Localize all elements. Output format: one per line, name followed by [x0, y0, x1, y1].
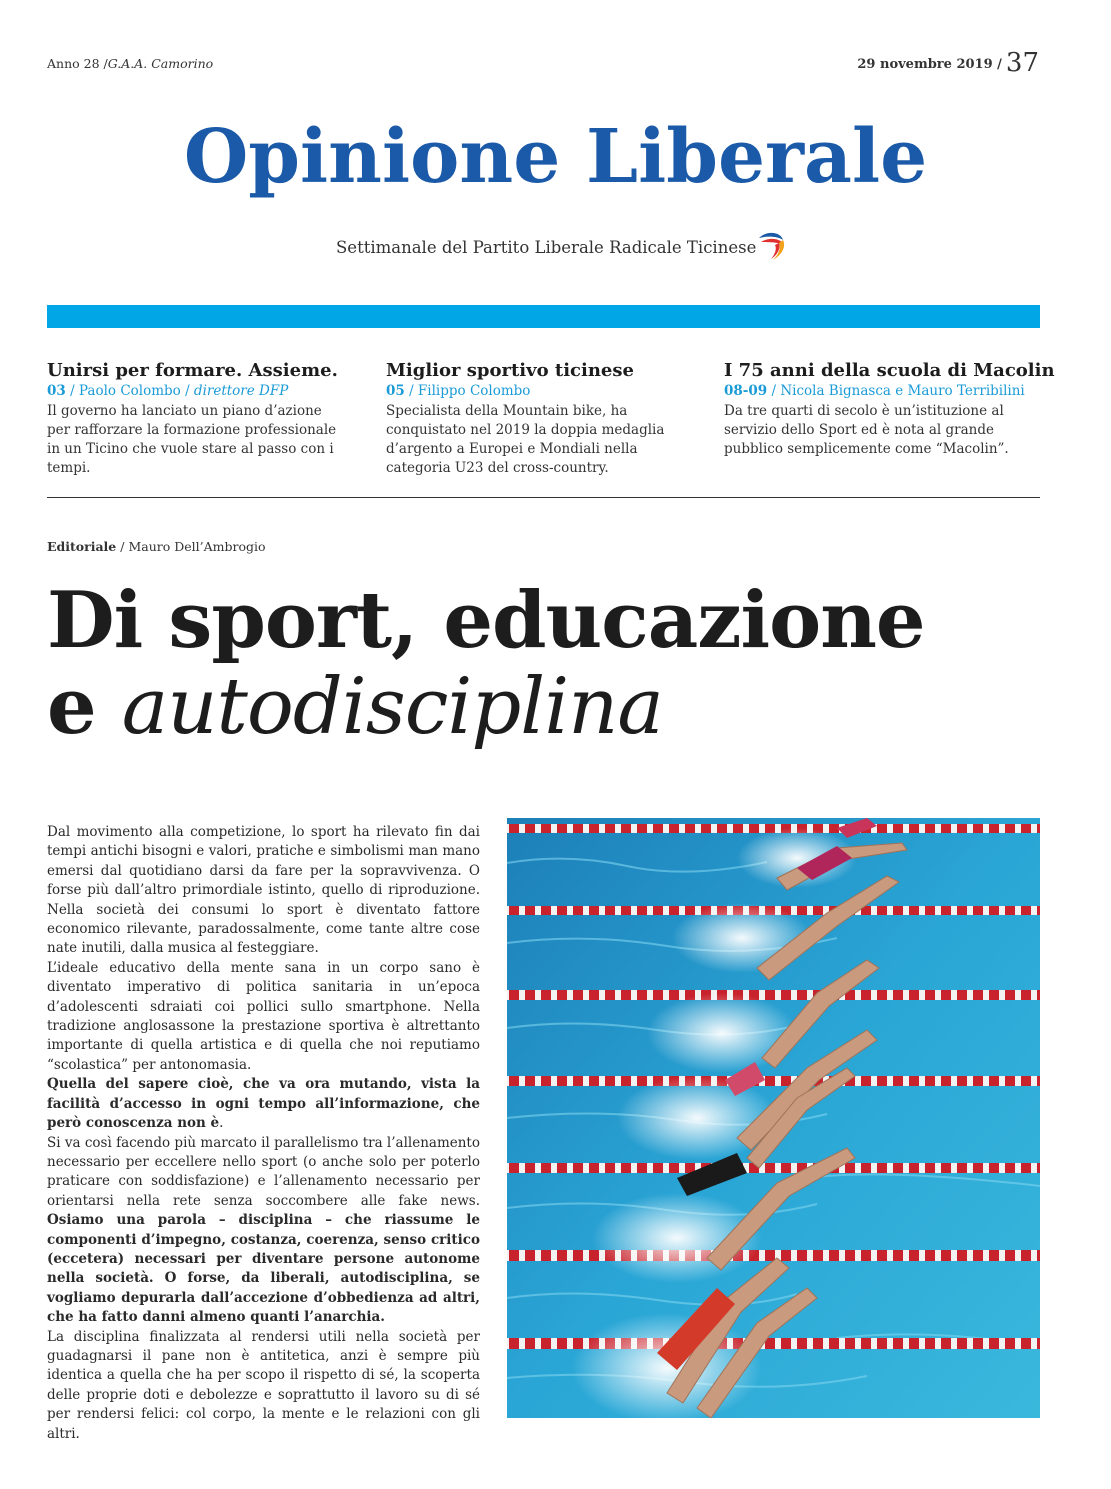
- issue-info: Anno 28 /G.A.A. Camorino: [47, 56, 214, 71]
- date: 29 novembre 2019 /: [857, 57, 1002, 72]
- editorial-kicker: Editoriale / Mauro Dell’Ambrogio: [47, 539, 266, 554]
- masthead-bar: [47, 305, 1040, 328]
- swimmers-photo: [507, 818, 1040, 1418]
- teaser-title[interactable]: I 75 anni della scuola di Macolin: [724, 360, 1055, 381]
- teaser-summary: Il governo ha lanciato un piano d’azione per rafforzare la formazione professionale in un Ticino che vuole stare al passo con i tempi.: [47, 403, 337, 476]
- teaser-title[interactable]: Unirsi per formare. Assieme.: [47, 360, 338, 381]
- teaser-byline: 03 / Paolo Colombo / direttore DFP: [47, 383, 289, 399]
- teaser-macolin[interactable]: [724, 360, 1055, 459]
- paragraph: Si va così facendo più marcato il parallelismo tra l’allenamento necessario per eccellere nello sport (o anche solo per poterlo praticare con soddisfazione) e l’allenamento necessario per orientarsi nella rete senza soccombere alle fake news. Osiamo una parola – disciplina – che riassume le componenti d’impegno, costanza, coerenza, senso critico (eccetera) necessari per diventare persone autonome nella società. O forse, da liberali, autodisciplina, se vogliamo depurarla dall’accezione d’obbedienza ad altri, che ha fatto danni almeno quanti l’anarchia.: [47, 1134, 480, 1326]
- masthead-title: Opinione Liberale: [183, 114, 928, 200]
- divider: [47, 497, 1040, 498]
- article-body: [47, 823, 480, 1444]
- paragraph: Dal movimento alla competizione, lo sport ha rilevato fin dai tempi antichi bisogni e valori, pratiche e simbolismi man mano emersi dal quotidiano darsi da fare per la sopravvivenza. O forse più dall’altro primordiale istinto, quello di riproduzione. Nella società dei consumi lo sport è diventato fattore economico rilevante, paradossalmente, come tante altre cose nate inutili, dalla musica al festeggiare.: [47, 824, 480, 957]
- teaser-byline: 05 / Filippo Colombo: [386, 383, 531, 399]
- teaser-byline: 08-09 / Nicola Bignasca e Mauro Terribilini: [724, 383, 1025, 399]
- editorial-author: Mauro Dell’Ambrogio: [128, 539, 266, 554]
- issue-date: [857, 48, 1039, 78]
- teaser-summary: Da tre quarti di secolo è un’istituzione al servizio dello Sport ed è nota al grande pubblico semplicemente come “Macolin”.: [724, 403, 1009, 457]
- editorial-headline: Di sport, educazione e autodisciplina: [47, 575, 925, 752]
- paragraph: L’ideale educativo della mente sana in un corpo sano è diventato imperativo di politica sanitaria in un’epoca d’adolescenti sdraiati coi pollici sullo smartphone. Nella tradizione anglosassone la prestazione sportiva è altrettanto importante di quella artistica e di quella che noi reputiamo “scolastica” per antonomasia.: [47, 959, 480, 1073]
- paragraph: Quella del sapere cioè, che va ora mutando, vista la facilità d’accesso in ogni tempo all’informazione, che però conoscenza non è.: [47, 1076, 480, 1132]
- teaser-summary: Specialista della Mountain bike, ha conquistato nel 2019 la doppia medaglia d’argento a Europei e Mondiali nella categoria U23 del cross-country.: [386, 403, 665, 476]
- teaser-formazione[interactable]: [47, 360, 347, 478]
- page-number: 37: [1005, 48, 1039, 78]
- party-flame-logo-icon: [755, 228, 787, 262]
- masthead-tagline: Settimanale del Partito Liberale Radicale Ticinese: [336, 238, 757, 257]
- teaser-title[interactable]: Miglior sportivo ticinese: [386, 360, 634, 381]
- paragraph: La disciplina finalizzata al rendersi utili nella società per guadagnarsi il pane non è antitetica, anzi è sempre più identica a quella che ha per scopo il rispetto di sé, la scoperta delle proprie doti e debolezze e soprattutto il lavoro su di sé per rendersi felici: col corpo, la mente e le relazioni con gli altri.: [47, 1328, 480, 1442]
- teaser-sportivo[interactable]: [386, 360, 706, 478]
